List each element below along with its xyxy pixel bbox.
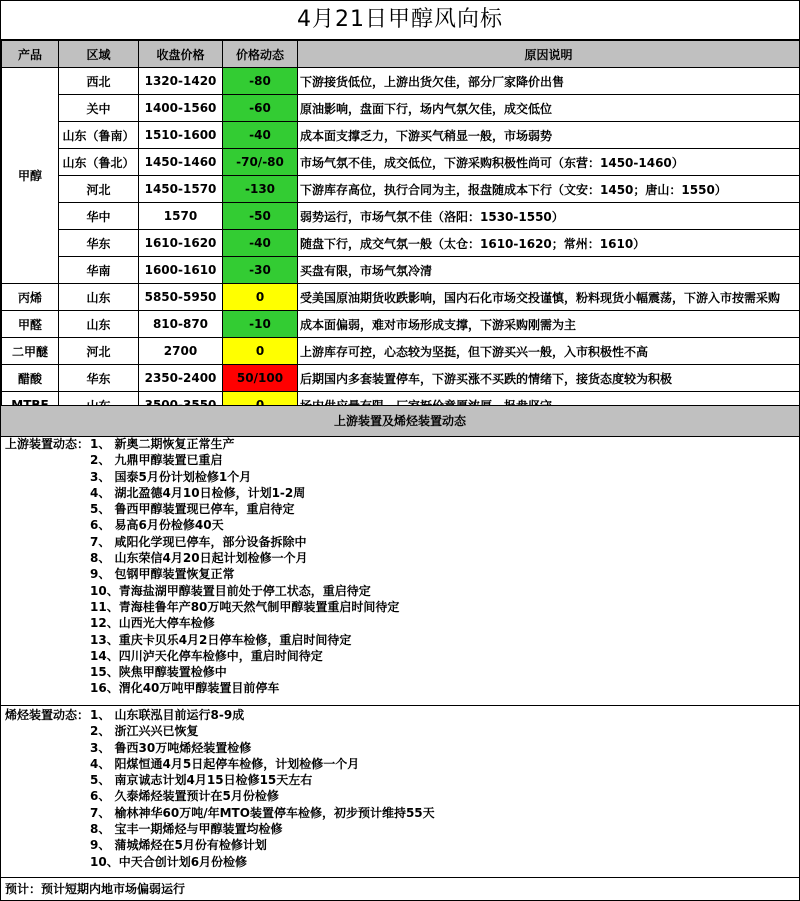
price-cell: 2350-2400 [139,365,223,392]
table-row [2,176,800,203]
reason-cell: 后期国内多套装置停车，下游买涨不买跌的情绪下，接货态度较为积极 [298,365,800,392]
region-cell: 西北 [59,68,139,95]
change-cell: -80 [223,68,298,95]
list-item: 14、四川泸天化停车检修中，重启时间待定 [90,648,323,663]
header-region: 区域 [59,41,139,68]
price-cell: 1320-1420 [139,68,223,95]
region-cell: 河北 [59,338,139,365]
list-item: 5、 南京诚志计划4月15日检修15天左右 [90,773,313,788]
reason-cell: 弱势运行，市场气氛不佳（洛阳：1530-1550） [298,203,800,230]
list-item: 8、 宝丰一期烯烃与甲醇装置均检修 [90,822,283,837]
table-row [2,203,800,230]
change-cell: -40 [223,230,298,257]
list-item: 6、 久泰烯烃装置预计在5月份检修 [90,789,279,804]
region-cell: 关中 [59,95,139,122]
list-item: 4、 湖北盈德4月10日检修，计划1-2周 [90,485,306,500]
header-price-change: 价格动态 [223,41,298,68]
reason-cell: 成本面偏弱，难对市场形成支撑，下游采购刚需为主 [298,311,800,338]
region-cell: 山东（鲁北） [59,149,139,176]
list-item: 11、青海桂鲁年产80万吨天然气制甲醇装置重启时间待定 [90,599,400,614]
list-item: 7、 咸阳化学现已停车，部分设备拆除中 [90,534,307,549]
table-row [2,149,800,176]
change-cell: -50 [223,203,298,230]
region-cell: 华中 [59,203,139,230]
table-row [2,68,800,95]
forecast-text: 预计：预计短期内地市场偏弱运行 [5,882,186,896]
upstream-status-block [1,436,799,706]
reason-cell: 下游库存高位，执行合同为主，报盘随成本下行（文安：1450；唐山：1550） [298,176,800,203]
list-item: 4、 阳煤恒通4月5日起停车检修，计划检修一个月 [90,756,360,771]
change-cell: -70/-80 [223,149,298,176]
table-header-row [2,41,800,68]
list-item: 5、 鲁西甲醇装置现已停车，重启待定 [90,502,295,517]
report-title: 4月21日甲醇风向标 [1,1,799,40]
price-cell: 1400-1560 [139,95,223,122]
list-item: 12、山西光大停车检修 [90,616,215,631]
list-item: 9、 包钢甲醇装置恢复正常 [90,567,235,582]
price-cell: 810-870 [139,311,223,338]
table-row [2,365,800,392]
upstream-label: 上游装置动态： [5,437,90,451]
olefin-list [90,707,435,870]
reason-cell: 买盘有限，市场气氛冷清 [298,257,800,284]
reason-cell: 上游库存可控，心态较为坚挺，但下游买兴一般，入市积极性不高 [298,338,800,365]
region-cell: 华东 [59,230,139,257]
list-item: 15、陕焦甲醇装置检修中 [90,665,227,680]
list-item: 2、 浙江兴兴已恢复 [90,724,199,739]
change-cell: -130 [223,176,298,203]
change-cell: 0 [223,338,298,365]
list-item: 1、 山东联泓目前运行8-9成 [90,708,245,722]
upstream-list [90,436,399,697]
list-item: 3、 鲁西30万吨烯烃装置检修 [90,740,252,755]
price-table-body [2,41,800,419]
region-cell: 山东 [59,311,139,338]
table-row [2,122,800,149]
product-cell: 二甲醚 [2,338,59,365]
list-item: 3、 国泰5月份计划检修1个月 [90,469,252,484]
reason-cell: 下游接货低位，上游出货欠佳，部分厂家降价出售 [298,68,800,95]
reason-cell: 市场气氛不佳，成交低位，下游采购积极性尚可（东营：1450-1460） [298,149,800,176]
list-item: 16、渭化40万吨甲醇装置目前停车 [90,681,280,696]
change-cell: 50/100 [223,365,298,392]
reason-cell: 成本面支撑乏力，下游买气稍显一般，市场弱势 [298,122,800,149]
region-cell: 山东 [59,284,139,311]
header-close-price: 收盘价格 [139,41,223,68]
olefin-label: 烯烃装置动态： [5,708,90,722]
product-cell: 甲醇 [2,68,59,284]
price-cell: 2700 [139,338,223,365]
region-cell: 华东 [59,365,139,392]
list-item: 9、 蒲城烯烃在5月份有检修计划 [90,838,267,853]
region-cell: 华南 [59,257,139,284]
region-cell: 山东（鲁南） [59,122,139,149]
list-item: 10、中天合创计划6月份检修 [90,854,248,869]
price-cell: 1610-1620 [139,230,223,257]
change-cell: 0 [223,284,298,311]
reason-cell: 受美国原油期货收跌影响，国内石化市场交投谨慎，粉料现货小幅震荡，下游入市按需采购 [298,284,800,311]
section-header: 上游装置及烯烃装置动态 [1,405,799,437]
change-cell: -40 [223,122,298,149]
olefin-status-block [1,707,799,878]
list-item: 8、 山东荣信4月20日起计划检修一个月 [90,551,308,566]
price-cell: 1570 [139,203,223,230]
list-item: 2、 九鼎甲醇装置已重启 [90,453,223,468]
table-row [2,284,800,311]
table-row [2,95,800,122]
list-item: 1、 新奥二期恢复正常生产 [90,437,235,451]
region-cell: 河北 [59,176,139,203]
change-cell: -10 [223,311,298,338]
table-row [2,230,800,257]
reason-cell: 随盘下行，成交气氛一般（太仓：1610-1620；常州：1610） [298,230,800,257]
price-cell: 1600-1610 [139,257,223,284]
reason-cell: 原油影响，盘面下行，场内气氛欠佳，成交低位 [298,95,800,122]
list-item: 13、重庆卡贝乐4月2日停车检修，重启时间待定 [90,632,352,647]
header-product: 产品 [2,41,59,68]
list-item: 7、 榆林神华60万吨/年MTO装置停车检修，初步预计维持55天 [90,805,435,820]
header-reason: 原因说明 [298,41,800,68]
price-cell: 5850-5950 [139,284,223,311]
product-cell: 甲醛 [2,311,59,338]
price-cell: 1450-1460 [139,149,223,176]
list-item: 6、 易高6月份检修40天 [90,518,224,533]
price-table [1,40,800,419]
change-cell: -60 [223,95,298,122]
price-cell: 1510-1600 [139,122,223,149]
table-row [2,311,800,338]
table-row [2,338,800,365]
price-cell: 1450-1570 [139,176,223,203]
list-item: 10、青海盐湖甲醇装置目前处于停工状态，重启待定 [90,583,371,598]
table-row [2,257,800,284]
change-cell: -30 [223,257,298,284]
product-cell: 丙烯 [2,284,59,311]
product-cell: 醋酸 [2,365,59,392]
